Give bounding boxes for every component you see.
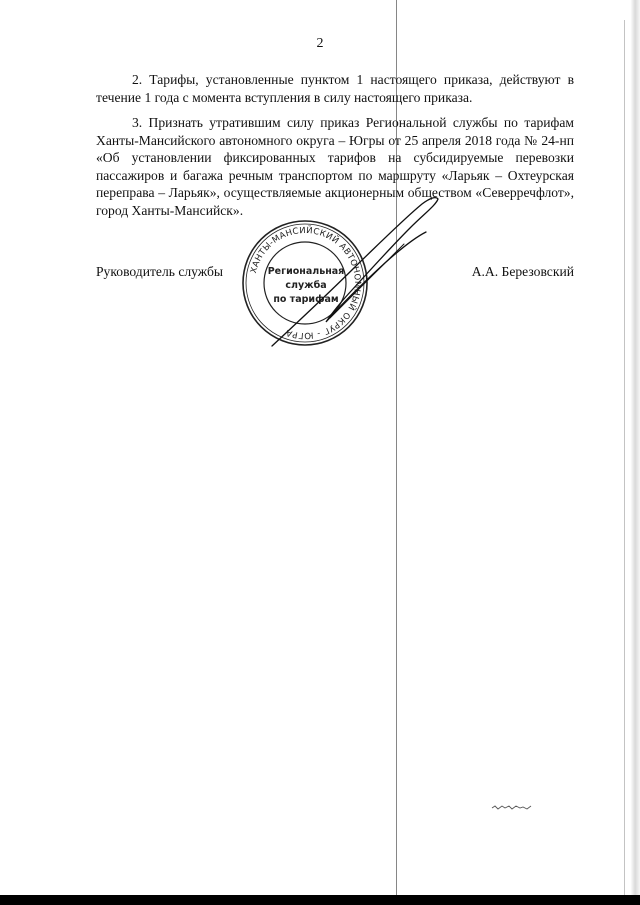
paragraph-3 xyxy=(96,114,574,220)
seal-center-line-3: по тарифам xyxy=(273,294,339,305)
page-number: 2 xyxy=(316,36,324,51)
paragraph-3-text: 3. Признать утратившим силу приказ Региональной службы по тарифам Ханты-Мансийского автономного округа – Югры от 25 апреля 2018 года № 24-нп «Об установлении фиксированных тарифов на субсидируемые перевозки пассажиров и багажа речным транспортом по маршруту «Ларьяк – Охтеурская переправа – Ларьяк», осуществляемые акционерным обществом «Северречфлот», город Ханты-Мансийск». xyxy=(96,115,574,218)
scan-bottom-edge xyxy=(0,895,640,905)
signatory-position: Руководитель службы xyxy=(96,264,224,279)
scan-edge-line xyxy=(624,20,625,900)
official-seal xyxy=(240,218,370,348)
scan-noise-marks xyxy=(490,802,560,814)
paragraph-2-text: 2. Тарифы, установленные пунктом 1 настоящего приказа, действуют в течение 1 года с момента вступления в силу настоящего приказа. xyxy=(96,72,574,105)
signatory-name: А.А. Березовский xyxy=(471,264,574,279)
seal-ring-text: ХАНТЫ-МАНСИЙСКИЙ АВТОНОМНЫЙ ОКРУГ - ЮГРА xyxy=(248,225,363,341)
scan-right-shadow xyxy=(628,0,640,905)
paragraph-2 xyxy=(96,71,574,106)
seal-center-line-1: Региональная xyxy=(267,266,345,277)
seal-center-line-2: служба xyxy=(285,280,327,291)
